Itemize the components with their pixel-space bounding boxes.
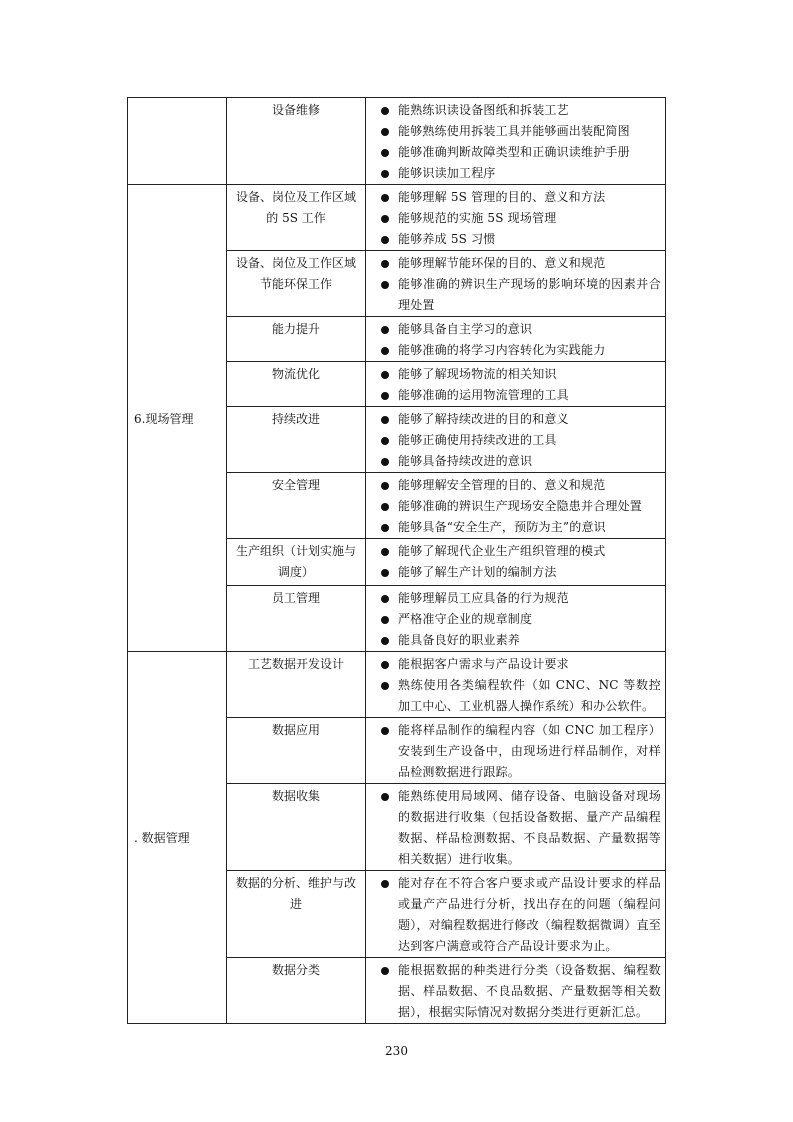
subject-cell: 数据应用 (227, 718, 366, 784)
list-item (372, 253, 661, 274)
bullet-icon (372, 496, 398, 511)
list-item (372, 541, 661, 562)
list-item (372, 562, 661, 583)
requirement-text: 能够理解 5S 管理的目的、意义和方法 (398, 190, 606, 204)
requirement-text: 能够了解现代企业生产组织管理的模式 (398, 544, 606, 558)
requirements-cell (366, 473, 666, 539)
requirements-cell (366, 317, 666, 362)
list-item (372, 675, 661, 717)
bullet-icon (372, 675, 398, 690)
requirements-cell (366, 586, 666, 652)
subject-cell: 持续改进 (227, 407, 366, 473)
bullet-icon (372, 451, 398, 466)
requirement-text: 能够规范的实施 5S 现场管理 (398, 211, 557, 225)
subject-cell: 能力提升 (227, 317, 366, 362)
list-item (372, 720, 661, 783)
list-item (372, 121, 661, 142)
subject-cell: 工艺数据开发设计 (227, 652, 366, 718)
requirement-text: 熟练使用各类编程软件（如 CNC、NC 等数控加工中心、工业机器人操作系统）和办公软件。 (398, 678, 661, 713)
page-number: 230 (385, 1044, 408, 1058)
bullet-icon (372, 588, 398, 603)
bullet-icon (372, 541, 398, 556)
requirement-text: 严格准守企业的规章制度 (398, 612, 533, 626)
category-cell: . 数据管理 (128, 652, 227, 1024)
requirements-cell (366, 539, 666, 586)
requirements-cell (366, 251, 666, 317)
bullet-icon (372, 475, 398, 490)
requirement-text: 能将样品制作的编程内容（如 CNC 加工程序）安装到生产设备中，由现场进行样品制作，对样品检测数据进行跟踪。 (398, 723, 661, 779)
requirement-text: 能够准确的将学习内容转化为实践能力 (398, 343, 606, 357)
list-item (372, 208, 661, 229)
requirement-text: 能够识读加工程序 (398, 166, 496, 180)
requirement-text: 能熟练识读设备图纸和拆装工艺 (398, 103, 569, 117)
table-row (128, 652, 666, 718)
requirement-text: 能够了解生产计划的编制方法 (398, 565, 557, 579)
bullet-icon (372, 274, 398, 289)
list-item (372, 409, 661, 430)
list-item (372, 609, 661, 630)
competency-table (127, 97, 666, 1024)
list-item (372, 630, 661, 651)
requirements-cell (366, 652, 666, 718)
list-item (372, 475, 661, 496)
subject-cell: 安全管理 (227, 473, 366, 539)
bullet-icon (372, 720, 398, 735)
requirements-cell (366, 185, 666, 251)
subject-cell: 设备、岗位及工作区域节能环保工作 (227, 251, 366, 317)
category-cell (128, 98, 227, 185)
subject-cell: 设备维修 (227, 98, 366, 185)
requirement-text: 能具备良好的职业素养 (398, 633, 521, 647)
bullet-icon (372, 630, 398, 645)
requirements-cell (366, 958, 666, 1024)
list-item (372, 229, 661, 250)
list-item (372, 385, 661, 406)
list-item (372, 873, 661, 957)
requirement-text: 能够准确的运用物流管理的工具 (398, 388, 569, 402)
bullet-icon (372, 340, 398, 355)
requirement-text: 能够养成 5S 习惯 (398, 232, 496, 246)
subject-cell: 设备、岗位及工作区域的 5S 工作 (227, 185, 366, 251)
bullet-icon (372, 142, 398, 157)
list-item (372, 100, 661, 121)
requirement-text: 能根据数据的种类进行分类（设备数据、编程数据、样品数据、不良品数据、产量数据等相关数据），根据实际情况对数据分类进行更新汇总。 (398, 963, 661, 1019)
list-item (372, 364, 661, 385)
list-item (372, 960, 661, 1023)
requirement-text: 能够准确判断故障类型和正确识读维护手册 (398, 145, 630, 159)
requirement-text: 能够熟练使用拆装工具并能够画出装配简图 (398, 124, 630, 138)
list-item (372, 142, 661, 163)
requirements-cell (366, 871, 666, 958)
list-item (372, 340, 661, 361)
requirement-text: 能够理解节能环保的目的、意义和规范 (398, 256, 606, 270)
subject-cell: 物流优化 (227, 362, 366, 407)
bullet-icon (372, 430, 398, 445)
list-item (372, 163, 661, 184)
requirement-text: 能够理解安全管理的目的、意义和规范 (398, 478, 606, 492)
requirement-text: 能够了解现场物流的相关知识 (398, 367, 557, 381)
bullet-icon (372, 319, 398, 334)
bullet-icon (372, 654, 398, 669)
bullet-icon (372, 208, 398, 223)
bullet-icon (372, 873, 398, 888)
category-cell: 6.现场管理 (128, 185, 227, 652)
list-item (372, 319, 661, 340)
subject-cell: 数据收集 (227, 784, 366, 871)
requirement-text: 能够正确使用持续改进的工具 (398, 433, 557, 447)
table-row (128, 98, 666, 185)
subject-cell: 数据的分析、维护与改进 (227, 871, 366, 958)
bullet-icon (372, 385, 398, 400)
requirement-text: 能够具备持续改进的意识 (398, 454, 533, 468)
requirement-text: 能够具备“安全生产，预防为主”的意识 (398, 520, 606, 534)
requirements-cell (366, 784, 666, 871)
subject-cell: 数据分类 (227, 958, 366, 1024)
subject-cell: 生产组织（计划实施与调度） (227, 539, 366, 586)
requirement-text: 能够具备自主学习的意识 (398, 322, 533, 336)
requirements-cell (366, 98, 666, 185)
requirement-text: 能根据客户需求与产品设计要求 (398, 657, 569, 671)
requirements-cell (366, 362, 666, 407)
bullet-icon (372, 121, 398, 136)
bullet-icon (372, 562, 398, 577)
list-item (372, 517, 661, 538)
requirement-text: 能对存在不符合客户要求或产品设计要求的样品或量产产品进行分析，找出存在的问题（编程问题），对编程数据进行修改（编程数据微调）直至达到客户满意或符合产品设计要求为止。 (398, 876, 661, 953)
bullet-icon (372, 609, 398, 624)
requirements-cell (366, 407, 666, 473)
bullet-icon (372, 187, 398, 202)
list-item (372, 274, 661, 316)
requirements-cell (366, 718, 666, 784)
bullet-icon (372, 163, 398, 178)
list-item (372, 496, 661, 517)
bullet-icon (372, 100, 398, 115)
list-item (372, 430, 661, 451)
table-row (128, 185, 666, 251)
requirement-text: 能够了解持续改进的目的和意义 (398, 412, 569, 426)
bullet-icon (372, 517, 398, 532)
list-item (372, 187, 661, 208)
requirement-text: 能熟练使用局域网、储存设备、电脑设备对现场的数据进行收集（包括设备数据、量产产品编程数据、样品检测数据、不良品数据、产量数据等相关数据）进行收集。 (398, 789, 661, 866)
requirement-text: 能够准确的辨识生产现场安全隐患并合理处置 (398, 499, 643, 513)
bullet-icon (372, 253, 398, 268)
list-item (372, 786, 661, 870)
list-item (372, 588, 661, 609)
requirement-text: 能够理解员工应具备的行为规范 (398, 591, 569, 605)
list-item (372, 654, 661, 675)
requirement-text: 能够准确的辨识生产现场的影响环境的因素并合理处置 (398, 277, 661, 312)
subject-cell: 员工管理 (227, 586, 366, 652)
list-item (372, 451, 661, 472)
bullet-icon (372, 229, 398, 244)
bullet-icon (372, 364, 398, 379)
bullet-icon (372, 409, 398, 424)
bullet-icon (372, 960, 398, 975)
bullet-icon (372, 786, 398, 801)
